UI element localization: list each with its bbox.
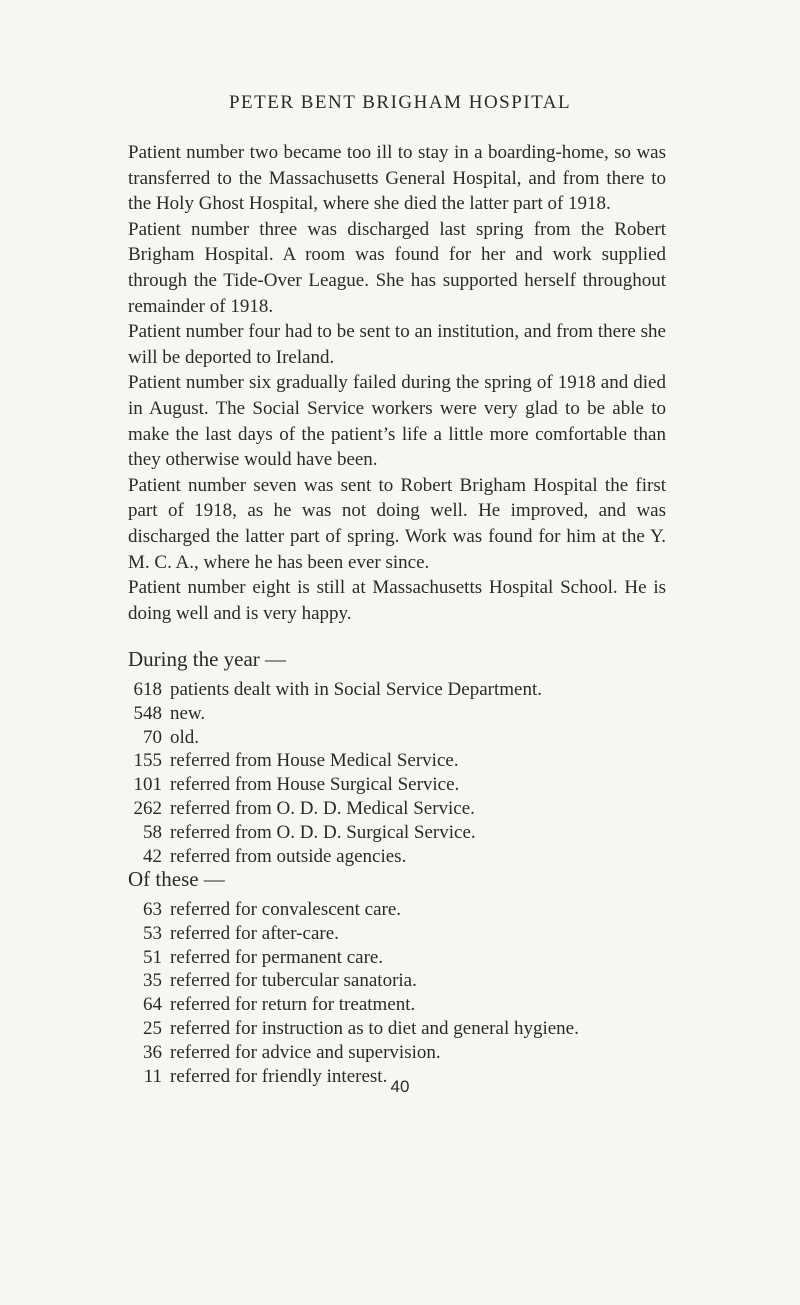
stat-number: 63	[143, 899, 162, 920]
stat-text: old.	[170, 726, 200, 748]
stat-text: referred for convalescent care.	[170, 899, 402, 920]
list-item	[128, 1017, 688, 1041]
stat-text: referred for advice and supervision.	[170, 1041, 441, 1063]
stat-text: referred for friendly interest.	[170, 1065, 388, 1087]
stat-number: 53	[143, 922, 162, 944]
stat-number: 155	[133, 750, 162, 772]
paragraph-patient-four: Patient number four had to be sent to an institution, and from there she will be deported to Ireland.	[128, 321, 666, 368]
list-item	[128, 821, 688, 845]
stat-number: 618	[133, 679, 162, 700]
stat-number: 36	[143, 1041, 162, 1063]
stat-text: referred for after-care.	[170, 922, 339, 944]
list-item	[128, 898, 688, 922]
stat-number: 548	[133, 702, 162, 724]
these-section-title: Of these —	[128, 867, 225, 891]
stat-text: referred from outside agencies.	[170, 845, 407, 867]
stat-text: referred from House Surgical Service.	[170, 774, 460, 796]
stat-text: referred for permanent care.	[170, 946, 384, 968]
stat-number: 70	[143, 726, 162, 748]
page-number: 40	[390, 1077, 410, 1096]
stat-text: referred for return for treatment.	[170, 994, 416, 1016]
stat-text: new.	[170, 702, 206, 724]
stat-number: 101	[133, 774, 162, 796]
paragraph-patient-three: Patient number three was discharged last spring from the Robert Brigham Hospital. A room was found for her and work supplied through the Tide-Over League. She has supported herself throughout remainder of 1918.	[128, 218, 666, 317]
stat-text: referred from O. D. D. Surgical Service.	[170, 821, 476, 843]
list-item	[128, 678, 688, 702]
list-item	[128, 726, 688, 750]
stat-number: 58	[143, 821, 162, 843]
year-section-title: During the year —	[128, 647, 287, 671]
paragraph-patient-two: Patient number two became too ill to stay in a boarding-home, so was transferred to the Massachusetts General Hospital, and from there to the Holy Ghost Hospital, where she died the latter part of 1918.	[128, 142, 666, 215]
stat-number: 262	[133, 797, 162, 819]
stat-text: patients dealt with in Social Service Department.	[170, 679, 542, 700]
stat-text: referred from O. D. D. Medical Service.	[170, 797, 475, 819]
paragraph-patient-seven: Patient number seven was sent to Robert Brigham Hospital the first part of 1918, as he was not doing well. He improved, and was discharged the latter part of spring. Work was found for him at the Y. M. C. A., where he has been ever since.	[128, 474, 666, 573]
list-item	[128, 946, 688, 970]
list-item	[128, 1041, 688, 1065]
stat-number: 64	[143, 994, 162, 1016]
list-item	[128, 845, 688, 869]
list-item	[128, 702, 688, 726]
list-item	[128, 749, 688, 773]
year-stats-list	[128, 678, 688, 868]
list-item	[128, 773, 688, 797]
stat-text: referred for tubercular sanatoria.	[170, 970, 417, 992]
list-item	[128, 797, 688, 821]
running-header: PETER BENT BRIGHAM HOSPITAL	[228, 92, 572, 113]
paragraph-patient-eight: Patient number eight is still at Massachusetts Hospital School. He is doing well and is very happy.	[128, 577, 666, 624]
stat-number: 25	[143, 1017, 162, 1039]
paragraph-patient-six: Patient number six gradually failed during the spring of 1918 and died in August. The Social Service workers were very glad to be able to make the last days of the patient’s life a little more comfortable than they otherwise would have been.	[128, 372, 666, 471]
stat-number: 42	[143, 845, 162, 867]
stat-text: referred for instruction as to diet and general hygiene.	[170, 1017, 579, 1039]
stat-number: 11	[143, 1065, 162, 1087]
stat-number: 51	[143, 946, 162, 968]
list-item	[128, 993, 688, 1017]
stat-text: referred from House Medical Service.	[170, 750, 459, 772]
narrative-paragraphs	[128, 140, 666, 626]
list-item	[128, 969, 688, 993]
list-item	[128, 922, 688, 946]
stat-number: 35	[143, 970, 162, 992]
these-stats-list	[128, 898, 688, 1088]
